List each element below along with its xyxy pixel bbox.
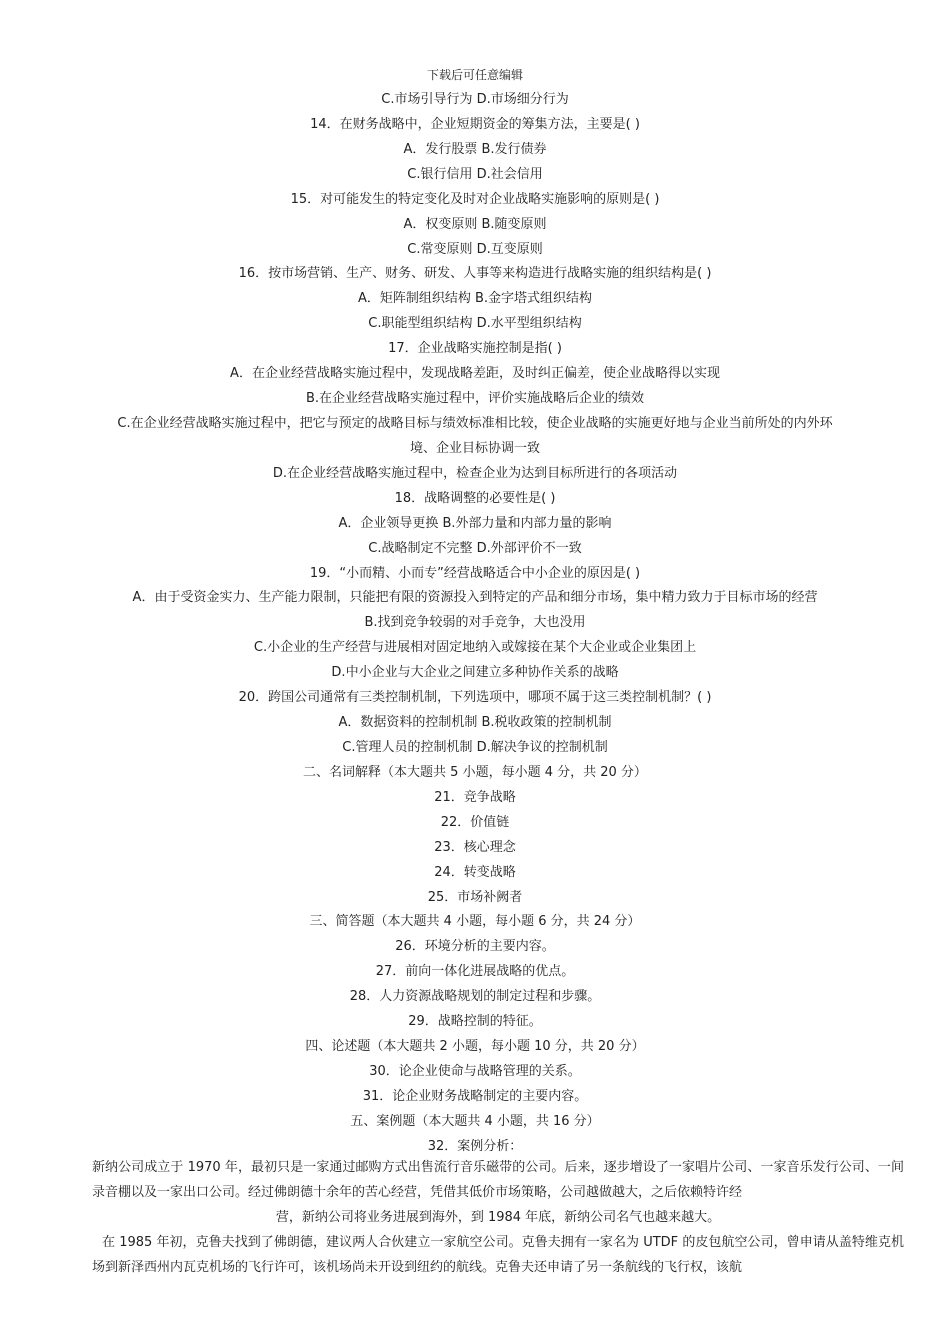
- text-line: 18．战略调整的必要性是( ): [394, 490, 556, 506]
- text-line: C.市场引导行为 D.市场细分行为: [381, 92, 569, 107]
- text-line: C.职能型组织结构 D.水平型组织结构: [368, 316, 582, 332]
- text-line: A．企业领导更换 B.外部力量和内部力量的影响: [338, 515, 612, 531]
- text-line: 21．竞争战略: [434, 789, 516, 805]
- text-line: A．由于受资金实力、生产能力限制，只能把有限的资源投入到特定的产品和细分市场，集中精力致力于目标市场的经营: [132, 590, 818, 606]
- text-line: 17．企业战略实施控制是指( ): [388, 341, 562, 357]
- text-line: A．发行股票 B.发行债券: [403, 141, 547, 157]
- text-line: 31．论企业财务战略制定的主要内容。: [362, 1088, 588, 1104]
- page-header: 下载后可任意编辑: [426, 68, 523, 82]
- text-line: A．权变原则 B.随变原则: [403, 216, 547, 232]
- text-line: A．数据资料的控制机制 B.税收政策的控制机制: [338, 715, 612, 731]
- case-paragraph-1-body: 新纳公司成立于 1970 年，最初只是一家通过邮购方式出售流行音乐磁带的公司。后来，逐步增设了一家唱片公司、一家音乐发行公司、一间录音棚以及一家出口公司。经过佛朗德十余年的苦心经营，凭借其低价市场策略，公司越做越大，之后依赖特许经: [92, 1160, 904, 1200]
- case-paragraph-2-body: 在 1985 年初，克鲁夫找到了佛朗德，建议两人合伙建立一家航空公司。克鲁夫拥有一家名为 UTDF 的皮包航空公司，曾申请从盖特维克机场到新泽西州内瓦克机场的飞行许可，该机场尚未开设到纽约的航线。克鲁夫还申请了另一条航线的飞行权，该航: [92, 1235, 904, 1275]
- text-line: A．矩阵制组织结构 B.金字塔式组织结构: [357, 291, 593, 307]
- question-list: [0, 88, 950, 1160]
- text-line: 五、案例题（本大题共 4 小题，共 16 分）: [350, 1113, 600, 1129]
- text-line: 16．按市场营销、生产、财务、研发、人事等来构造进行战略实施的组织结构是( ): [238, 266, 712, 282]
- text-line: 27．前向一体化进展战略的优点。: [375, 964, 575, 980]
- case-paragraph-1: [92, 1156, 904, 1231]
- text-line: 29．战略控制的特征。: [408, 1014, 542, 1030]
- text-line: 19．“小而精、小而专”经营战略适合中小企业的原因是( ): [309, 565, 641, 581]
- text-line: 25．市场补阙者: [427, 889, 523, 905]
- text-line: C.常变原则 D.互变原则: [407, 241, 543, 257]
- text-line: 14．在财务战略中，企业短期资金的筹集方法，主要是( ): [310, 116, 640, 132]
- text-line: 境、企业目标协调一致: [409, 440, 540, 456]
- text-line: 22．价值链: [440, 814, 510, 830]
- text-line: 23．核心理念: [434, 839, 516, 855]
- text-line: C.战略制定不完整 D.外部评价不一致: [368, 540, 582, 556]
- text-line: C.小企业的生产经营与进展相对固定地纳入或嫁接在某个大企业或企业集团上: [253, 640, 697, 656]
- text-line: 32．案例分析：: [427, 1138, 523, 1154]
- case-paragraph-1-last-line: 营，新纳公司将业务进展到海外，到 1984 年底，新纳公司名气也越来越大。: [275, 1209, 721, 1225]
- text-line: 28．人力资源战略规划的制定过程和步骤。: [349, 989, 601, 1005]
- text-line: 三、简答题（本大题共 4 小题，每小题 6 分，共 24 分）: [309, 914, 641, 930]
- case-paragraph-2: [92, 1231, 904, 1281]
- text-line: 二、名词解释（本大题共 5 小题，每小题 4 分，共 20 分）: [303, 764, 647, 780]
- text-line: A．在企业经营战略实施过程中，发现战略差距，及时纠正偏差，使企业战略得以实现: [230, 366, 720, 382]
- text-line: 20．跨国公司通常有三类控制机制，下列选项中，哪项不属于这三类控制机制？( ): [238, 690, 712, 706]
- text-line: C.管理人员的控制机制 D.解决争议的控制机制: [342, 739, 608, 755]
- text-line: 15．对可能发生的特定变化及时对企业战略实施影响的原则是( ): [290, 191, 660, 207]
- text-line: 30．论企业使命与战略管理的关系。: [369, 1063, 581, 1079]
- text-line: 四、论述题（本大题共 2 小题，每小题 10 分，共 20 分）: [305, 1039, 645, 1055]
- text-line: B.在企业经营战略实施过程中，评价实施战略后企业的绩效: [305, 391, 645, 407]
- text-line: D.中小企业与大企业之间建立多种协作关系的战略: [331, 665, 619, 681]
- text-line: 24．转变战略: [434, 864, 516, 880]
- text-line: C.在企业经营战略实施过程中，把它与预定的战略目标与绩效标准相比较，使企业战略的实施更好地与企业当前所处的内外环: [117, 415, 833, 431]
- text-line: C.银行信用 D.社会信用: [407, 166, 543, 182]
- text-line: B.找到竞争较弱的对手竞争，大也没用: [364, 615, 586, 631]
- text-line: 26．环境分析的主要内容。: [395, 939, 555, 955]
- text-line: D.在企业经营战略实施过程中，检查企业为达到目标所进行的各项活动: [272, 465, 678, 481]
